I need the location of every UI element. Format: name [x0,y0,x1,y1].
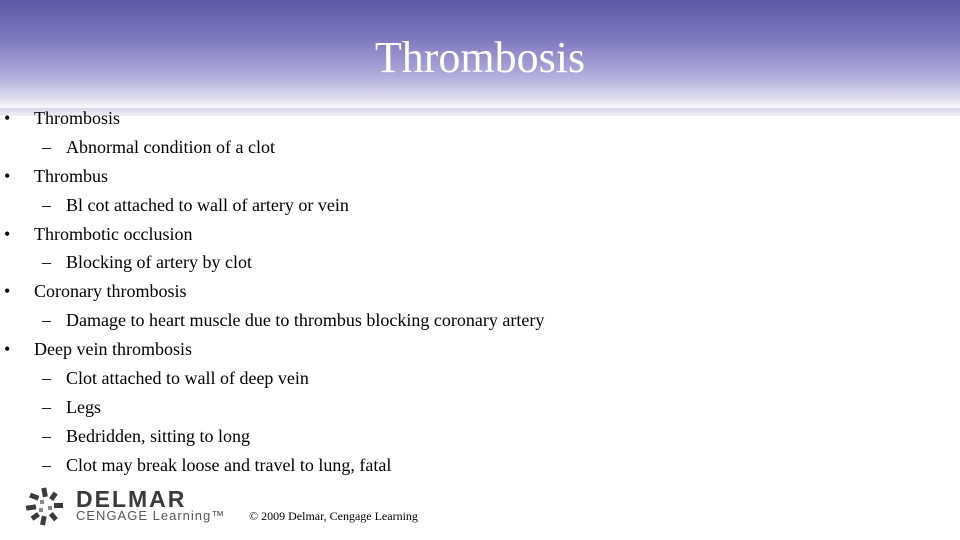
sub-bullet-item [0,133,940,162]
sub-bullet-text: Abnormal condition of a clot [66,136,275,157]
bullet-marker: • [4,165,11,186]
sub-bullet-item [0,191,940,220]
bullet-item [0,335,940,364]
bullet-text: Coronary thrombosis [34,281,187,302]
bullet-text: Thrombus [34,165,108,186]
sub-bullet-marker: – [42,194,51,215]
sub-bullet-item [0,248,940,277]
sub-bullet-marker: – [42,252,51,273]
sub-bullet-marker: – [42,368,51,389]
bullet-text: Thrombotic occlusion [34,223,193,244]
bullet-text: Deep vein thrombosis [34,339,192,360]
sub-bullet-item [0,451,940,480]
delmar-logo [24,486,244,526]
sub-bullet-item [0,393,940,422]
sub-bullet-text: Clot may break loose and travel to lung, fatal [66,454,392,475]
bullet-item [0,277,940,306]
sub-bullet-text: Blocking of artery by clot [66,252,252,273]
sub-bullet-text: Legs [66,396,101,417]
bullet-marker: • [4,281,11,302]
sub-bullet-text: Bl cot attached to wall of artery or vein [66,194,349,215]
logo-subtitle: CENGAGE Learning™ [76,508,226,523]
sub-bullet-item [0,306,940,335]
sub-bullet-text: Bedridden, sitting to long [66,425,250,446]
sub-bullet-text: Damage to heart muscle due to thrombus blocking coronary artery [66,310,545,331]
bullet-item [0,104,940,133]
bullet-list [0,104,940,480]
bullet-item [0,220,940,249]
sub-bullet-text: Clot attached to wall of deep vein [66,368,309,389]
bullet-text: Thrombosis [34,108,121,128]
logo-wordmark: DELMAR [76,486,187,512]
bullet-item [0,162,940,191]
bullet-marker: • [4,223,11,244]
bullet-marker: • [4,339,11,360]
slide-title: Thrombosis [374,33,586,82]
sub-bullet-marker: – [42,396,51,417]
sub-bullet-item [0,422,940,451]
sub-bullet-item [0,364,940,393]
sub-bullet-marker: – [42,310,51,331]
delmar-burst-icon [24,486,68,526]
copyright-notice: © 2009 Delmar, Cengage Learning [249,509,418,523]
sub-bullet-marker: – [42,454,51,475]
bullet-marker: • [4,108,11,128]
sub-bullet-marker: – [42,136,51,157]
sub-bullet-marker: – [42,425,51,446]
